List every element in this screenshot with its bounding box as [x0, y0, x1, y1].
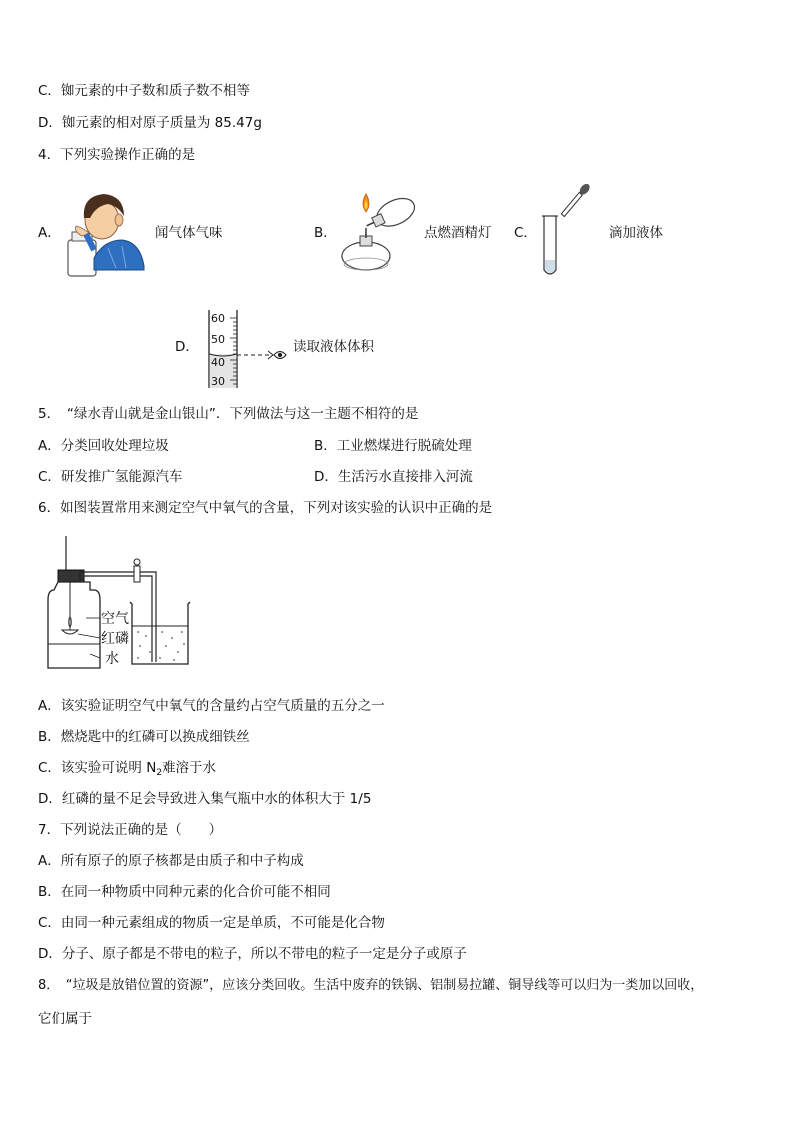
cylinder-tick-50: 50 — [211, 333, 225, 346]
cylinder-tick-30: 30 — [211, 375, 225, 388]
q4-option-a-text: 闻气体气味 — [155, 225, 223, 241]
dropper-test-tube-figure — [538, 180, 594, 280]
cylinder-tick-40: 40 — [211, 356, 225, 369]
alcohol-lamp-figure — [336, 184, 422, 276]
q8-stem-line2: 它们属于 — [38, 1011, 92, 1027]
q7-option-a: A．所有原子的原子核都是由质子和中子构成 — [38, 853, 304, 869]
q4-option-a-letter: A． — [38, 225, 61, 241]
cylinder-tick-60: 60 — [211, 312, 225, 325]
q7-option-b: B．在同一种物质中同种元素的化合价可能不相同 — [38, 884, 331, 900]
q5-option-b: B．工业燃煤进行脱硫处理 — [314, 438, 472, 454]
label-red-phosphorus: 红磷 — [101, 631, 129, 647]
q5-option-a: A．分类回收处理垃圾 — [38, 438, 169, 454]
q4-option-d-letter: D． — [175, 339, 199, 355]
q4-stem: 4．下列实验操作正确的是 — [38, 147, 196, 163]
q7-option-c: C．由同一种元素组成的物质一定是单质，不可能是化合物 — [38, 915, 385, 931]
q6-option-a: A．该实验证明空气中氧气的含量约占空气质量的五分之一 — [38, 698, 385, 714]
q4-option-b-letter: B． — [314, 225, 337, 241]
q6-option-d: D．红磷的量不足会导致进入集气瓶中水的体积大于 1/5 — [38, 791, 372, 807]
q7-option-d: D．分子、原子都是不带电的粒子，所以不带电的粒子一定是分子或原子 — [38, 946, 467, 962]
q5-option-d: D．生活污水直接排入河流 — [314, 469, 473, 485]
q5-stem: 5． “绿水青山就是金山银山”．下列做法与这一主题不相符的是 — [38, 406, 419, 422]
label-water: 水 — [105, 651, 119, 667]
graduated-cylinder-figure — [200, 308, 292, 390]
label-air: 空气 — [101, 611, 129, 627]
q8-stem-line1: 8． “垃圾是放错位置的资源”，应该分类回收。生活中废弃的铁锅、铝制易拉罐、铜导线等可以归为一类加以回收， — [38, 978, 704, 993]
q7-stem: 7．下列说法正确的是（ ） — [38, 822, 223, 838]
q4-option-c-text: 滴加液体 — [609, 225, 663, 241]
q6-option-b: B．燃烧匙中的红磷可以换成细铁丝 — [38, 729, 250, 745]
q3-option-c: C．铷元素的中子数和质子数不相等 — [38, 83, 250, 99]
q4-option-d-text: 读取液体体积 — [293, 339, 374, 355]
q5-option-c: C．研发推广氢能源汽车 — [38, 469, 183, 485]
q4-option-b-text: 点燃酒精灯 — [424, 225, 492, 241]
q6-stem: 6．如图装置常用来测定空气中氧气的含量，下列对该实验的认识中正确的是 — [38, 500, 493, 516]
q6-option-c: C．该实验可说明 $N_2$难溶于水 — [38, 760, 217, 778]
q4-option-c-letter: C． — [514, 225, 537, 241]
smell-gas-figure — [64, 188, 148, 280]
q3-option-d: D．铷元素的相对原子质量为 85.47g — [38, 115, 262, 131]
